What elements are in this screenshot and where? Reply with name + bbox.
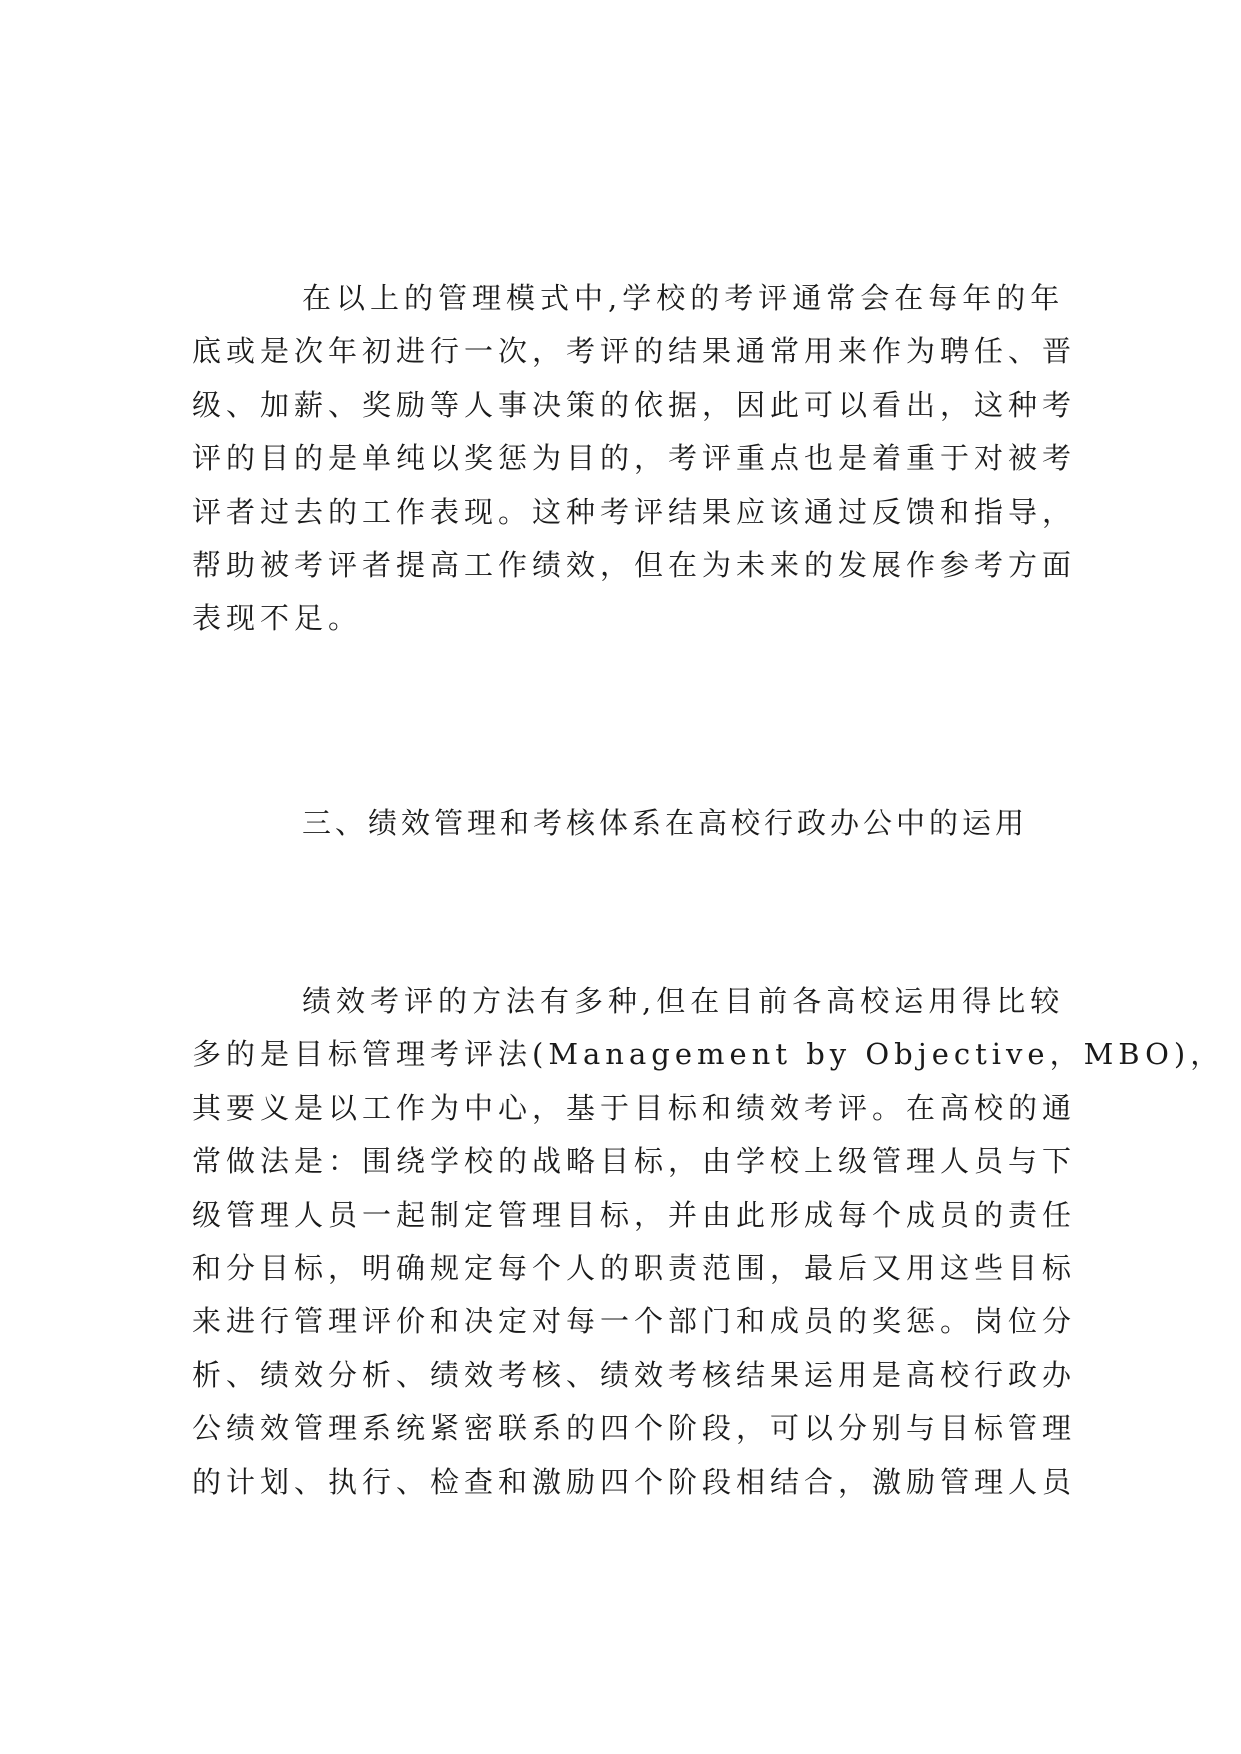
paragraph-line: 评的目的是单纯以奖惩为目的，考评重点也是着重于对被考 <box>192 441 1077 476</box>
paragraph-line: 帮助被考评者提高工作绩效，但在为未来的发展作参考方面 <box>192 548 1077 583</box>
paragraph-line: 绩效考评的方法有多种,但在目前各高校运用得比较 <box>302 984 1065 1018</box>
paragraph-line: 其要义是以工作为中心，基于目标和绩效考评。在高校的通 <box>192 1090 1077 1125</box>
paragraph-2 <box>192 975 1225 1509</box>
paragraph-line: 级、加薪、奖励等人事决策的依据，因此可以看出，这种考 <box>192 387 1077 422</box>
paragraph-line: 级管理人员一起制定管理目标，并由此形成每个成员的责任 <box>192 1197 1077 1232</box>
paragraph-line: 多的是目标管理考评法(Management by Objective，MBO)， <box>192 1037 1225 1072</box>
paragraph-line: 来进行管理评价和决定对每一个部门和成员的奖惩。岗位分 <box>192 1304 1077 1339</box>
paragraph-line: 常做法是：围绕学校的战略目标，由学校上级管理人员与下 <box>192 1144 1077 1179</box>
paragraph-line: 公绩效管理系统紧密联系的四个阶段，可以分别与目标管理 <box>192 1411 1077 1446</box>
paragraph-1 <box>192 272 1077 646</box>
section-heading: 三、绩效管理和考核体系在高校行政办公中的运用 <box>302 806 1029 840</box>
paragraph-line: 表现不足。 <box>192 601 363 636</box>
paragraph-line: 和分目标，明确规定每个人的职责范围，最后又用这些目标 <box>192 1251 1077 1286</box>
paragraph-line: 评者过去的工作表现。这种考评结果应该通过反馈和指导， <box>192 494 1077 529</box>
paragraph-line: 底或是次年初进行一次，考评的结果通常用来作为聘任、晋 <box>192 334 1077 369</box>
paragraph-line: 在以上的管理模式中,学校的考评通常会在每年的年 <box>302 281 1065 315</box>
paragraph-line: 的计划、执行、检查和激励四个阶段相结合，激励管理人员 <box>192 1464 1077 1499</box>
paragraph-line: 析、绩效分析、绩效考核、绩效考核结果运用是高校行政办 <box>192 1357 1077 1392</box>
